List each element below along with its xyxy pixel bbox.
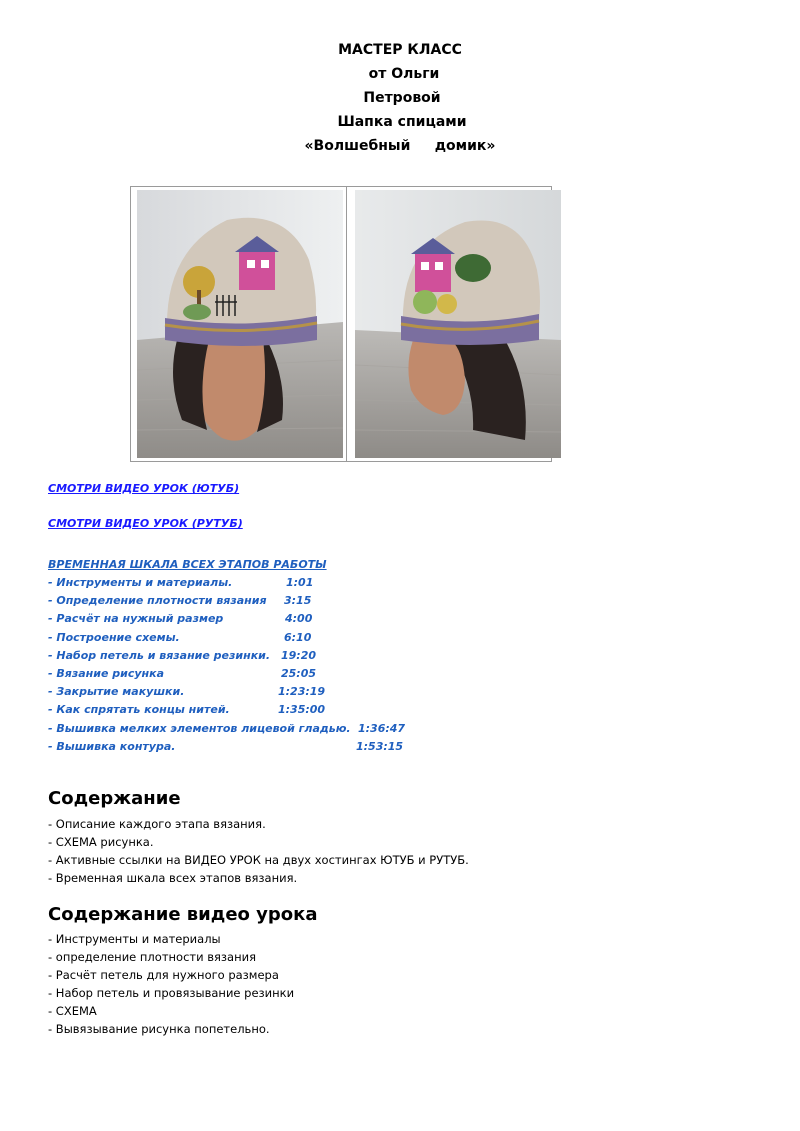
hat-photo-front bbox=[137, 190, 343, 458]
contents-list bbox=[48, 815, 469, 887]
video-contents-heading: Содержание видео урока bbox=[48, 904, 318, 925]
list-item: - Набор петель и провязывание резинки bbox=[48, 986, 295, 1000]
timeline-row bbox=[48, 647, 468, 665]
timeline-label: - Как спрятать концы нитей. bbox=[48, 703, 230, 717]
timeline-label: - Вязание рисунка bbox=[48, 666, 165, 680]
timeline-row bbox=[48, 683, 468, 701]
rutube-link[interactable]: СМОТРИ ВИДЕО УРОК (РУТУБ) bbox=[48, 517, 243, 530]
timeline bbox=[48, 556, 468, 756]
timeline-label: - Набор петель и вязание резинки. bbox=[48, 648, 271, 662]
timeline-label: - Определение плотности вязания bbox=[48, 594, 267, 608]
timeline-label: - Вышивка контура. bbox=[48, 739, 176, 753]
timeline-row bbox=[48, 720, 468, 738]
timeline-label: - Расчёт на нужный размер bbox=[48, 612, 224, 626]
list-item: - Расчёт петель для нужного размера bbox=[48, 968, 279, 982]
list-item: - Описание каждого этапа вязания. bbox=[48, 817, 266, 831]
title-line: Шапка спицами bbox=[337, 114, 467, 130]
timeline-row bbox=[48, 701, 468, 719]
list-item: - Вывязывание рисунка попетельно. bbox=[48, 1022, 270, 1036]
timeline-time: 25:05 bbox=[281, 666, 317, 680]
list-item: - СХЕМА bbox=[48, 1004, 97, 1018]
timeline-row bbox=[48, 574, 468, 592]
youtube-link[interactable]: СМОТРИ ВИДЕО УРОК (ЮТУБ) bbox=[48, 482, 240, 495]
photo-table bbox=[130, 186, 552, 462]
title-line: от Ольги bbox=[368, 66, 440, 82]
timeline-label: - Построение схемы. bbox=[48, 630, 180, 644]
timeline-time: 3:15 bbox=[284, 594, 312, 608]
timeline-time: 1:36:47 bbox=[358, 721, 406, 735]
timeline-row bbox=[48, 629, 468, 647]
timeline-label: - Закрытие макушки. bbox=[48, 685, 185, 699]
timeline-time: 1:53:15 bbox=[356, 739, 404, 753]
title-line: МАСТЕР КЛАСС bbox=[338, 42, 462, 58]
timeline-label: - Инструменты и материалы. bbox=[48, 576, 233, 589]
timeline-time: 1:35:00 bbox=[278, 703, 326, 717]
timeline-heading: ВРЕМЕННАЯ ШКАЛА ВСЕХ ЭТАПОВ РАБОТЫ bbox=[48, 558, 327, 571]
contents-heading: Содержание bbox=[48, 788, 181, 809]
list-item: - Временная шкала всех этапов вязания. bbox=[48, 871, 298, 885]
list-item: - определение плотности вязания bbox=[48, 950, 256, 964]
timeline-time: 1:23:19 bbox=[278, 685, 326, 699]
list-item: - Активные ссылки на ВИДЕО УРОК на двух хостингах ЮТУБ и РУТУБ. bbox=[48, 853, 469, 867]
timeline-row bbox=[48, 665, 468, 683]
timeline-time: 6:10 bbox=[284, 630, 312, 644]
title-line: Петровой bbox=[363, 90, 441, 106]
hat-side-illustration bbox=[355, 190, 561, 458]
timeline-row bbox=[48, 592, 468, 610]
list-item: - Инструменты и материалы bbox=[48, 932, 221, 946]
document-title bbox=[0, 38, 800, 158]
video-contents-list bbox=[48, 930, 294, 1038]
list-item: - СХЕМА рисунка. bbox=[48, 835, 154, 849]
photo-divider bbox=[346, 187, 347, 461]
timeline-row bbox=[48, 738, 468, 756]
timeline-time: 19:20 bbox=[281, 648, 317, 662]
timeline-time: 1:01 bbox=[286, 576, 314, 589]
timeline-row bbox=[48, 610, 468, 628]
hat-front-illustration bbox=[137, 190, 343, 458]
timeline-time: 4:00 bbox=[285, 612, 313, 626]
timeline-label: - Вышивка мелких элементов лицевой гладью. bbox=[48, 721, 351, 735]
hat-photo-side bbox=[355, 190, 561, 458]
title-line: «Волшебный домик» bbox=[304, 138, 496, 154]
